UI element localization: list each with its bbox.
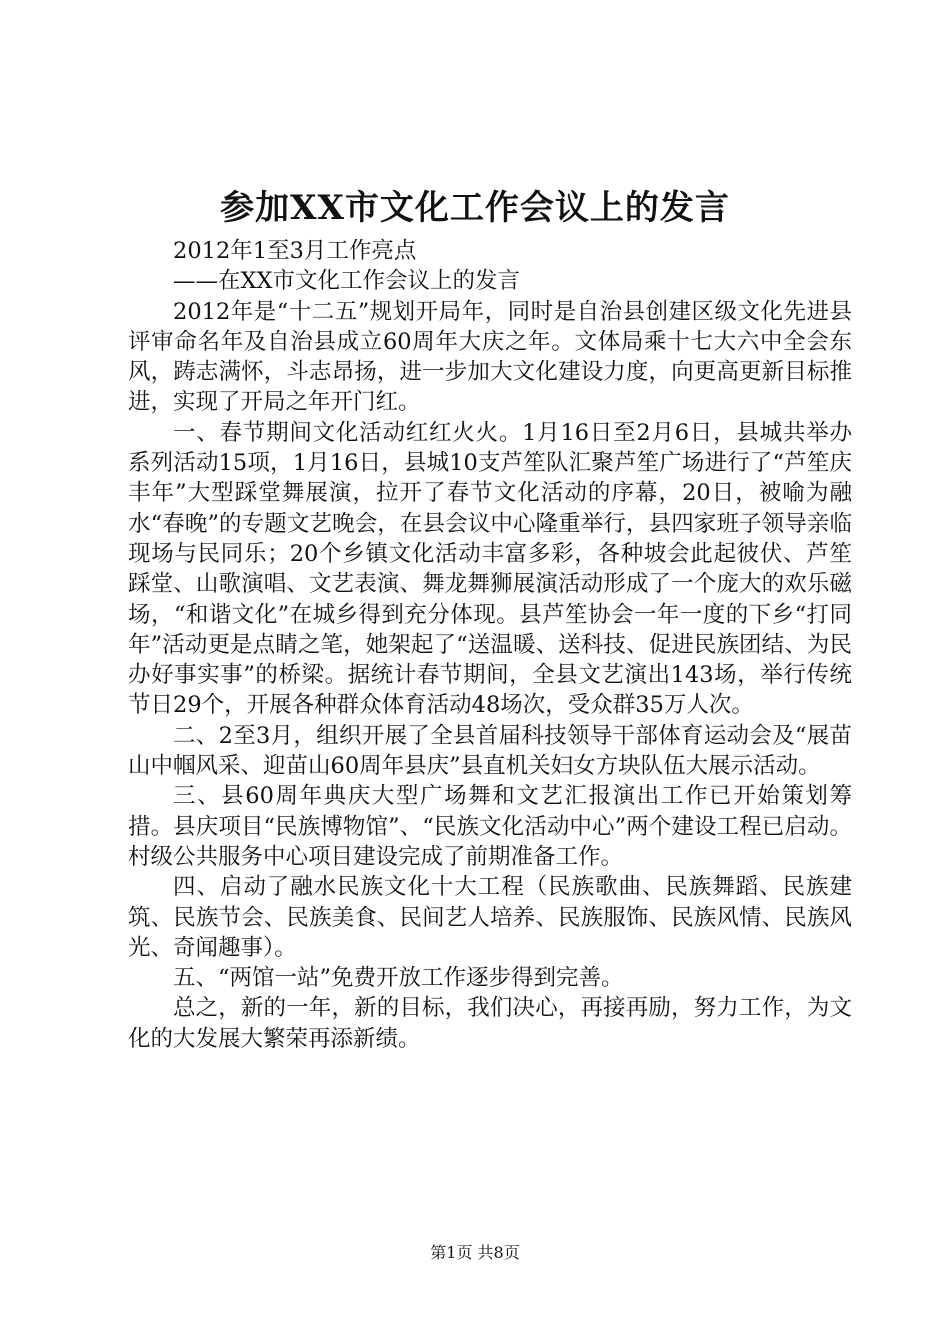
body-paragraph: 五、“两馆一站”免费开放工作逐步得到完善。	[173, 965, 624, 992]
body-paragraph: 三、县60周年典庆大型广场舞和文艺汇报演出工作已开始策划筹措。县庆项目“民族博物馆”、“民族文化活动中心”两个建设工程已启动。村级公共服务中心项目建设完成了前期准备工作。	[128, 783, 852, 870]
subtitle-line: ——在XX市文化工作会议上的发言	[173, 268, 521, 295]
document-title: 参加XX市文化工作会议上的发言	[220, 188, 730, 228]
body-paragraph: 2012年是“十二五”规划开局年，同时是自治县创建区级文化先进县评审命名年及自治县成立60周年大庆之年。文体局乘十七大六中全会东风，踌志满怀，斗志昂扬，进一步加大文化建设力度，向更高更新目标推进，实现了开局之年开门红。	[128, 298, 852, 416]
page-number-footer: 第1页 共8页	[430, 1243, 520, 1262]
body-paragraph: 二、2至3月，组织开展了全县首届科技领导干部体育运动会及“展苗山中帼风采、迎苗山60周年县庆”县直机关妇女方块队伍大展示活动。	[128, 722, 852, 780]
body-paragraph: 总之，新的一年，新的目标，我们决心，再接再励，努力工作，为文化的大发展大繁荣再添新绩。	[128, 995, 852, 1052]
body-paragraph: 一、春节期间文化活动红红火火。1月16日至2月6日，县城共举办系列活动15项，1月16日，县城10支芦笙队汇聚芦笙广场进行了“芦笙庆丰年”大型踩堂舞展演，拉开了春节文化活动的序幕，20日，被喻为融水“春晚”的专题文艺晚会，在县会议中心隆重举行，县四家班子领导亲临现场与民同乐；20个乡镇文化活动丰富多彩，各种坡会此起彼伏、芦笙踩堂、山歌演唱、文艺表演、舞龙舞狮展演活动形成了一个庞大的欢乐磁场，“和谐文化”在城乡得到充分体现。县芦笙协会一年一度的下乡“打同年”活动更是点睛之笔，她架起了“送温暖、送科技、促进民族团结、为民办好事实事”的桥梁。据统计春节期间，全县文艺演出143场，举行传统节日29个，开展各种群众体育活动48场次，受众群35万人次。	[128, 419, 852, 719]
body-paragraph: 四、启动了融水民族文化十大工程（民族歌曲、民族舞蹈、民族建筑、民族节会、民族美食、民间艺人培养、民族服饰、民族风情、民族风光、奇闻趣事）。	[128, 874, 852, 961]
document-body	[128, 236, 852, 1054]
subtitle-line: 2012年1至3月工作亮点	[173, 238, 417, 264]
